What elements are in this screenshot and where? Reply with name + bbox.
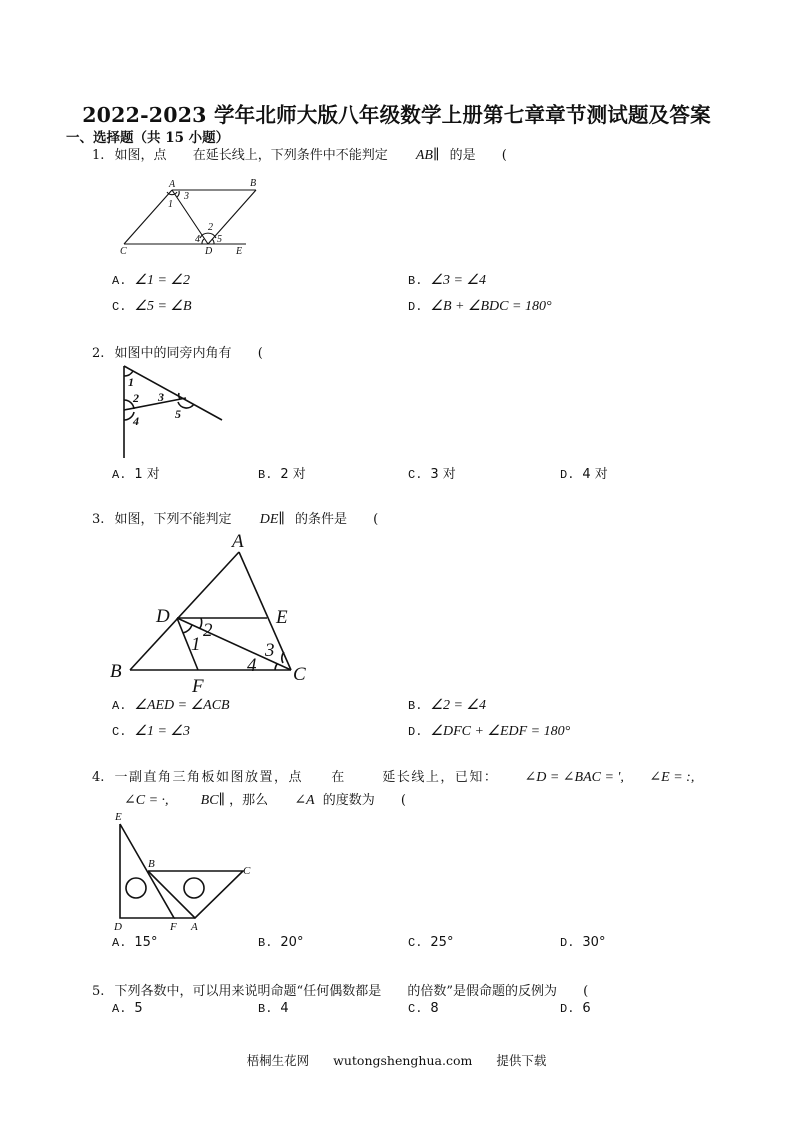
question-1-stem: 1. 如图，点 在延长线上，下列条件中不能判定 AB∥ 的是 ( [92,148,507,163]
point-label-F: F [192,676,204,697]
q1-option-d[interactable]: D. ∠B + ∠BDC = 180° [408,299,552,314]
q3-option-b[interactable]: B. ∠2 = ∠4 [408,698,486,713]
footer-site-name: 梧桐生花网 [246,1053,310,1068]
point-label-F: F [170,921,177,933]
q4-option-a[interactable]: A. 15° [112,935,158,950]
angle-label-5: 5 [217,234,222,245]
point-label-A: A [191,921,198,933]
point-label-D: D [205,246,213,257]
angle-label-3: 3 [184,191,189,202]
q4-option-d[interactable]: D. 30° [560,935,606,950]
q3-option-c[interactable]: C. ∠1 = ∠3 [112,724,190,739]
figure-q4-set-squares [100,805,270,935]
question-4-stem-line1: 4. 一副直角三角板如图放置，点 在 延长线上，已知： ∠D = ∠BAC = ', ∠E = :, [92,770,695,785]
angle-label-4: 4 [195,234,200,245]
q5-option-d[interactable]: D. 6 [560,1001,591,1016]
angle-label-2: 2 [203,620,213,641]
angle-label-2: 2 [208,222,213,233]
question-number: 1. [92,148,105,163]
q2-option-c[interactable]: C. 3 对 [408,467,456,482]
point-label-C: C [243,865,251,877]
footer-note: 提供下载 [496,1053,547,1068]
q2-option-a[interactable]: A. 1 对 [112,467,160,482]
q4-option-c[interactable]: C. 25° [408,935,454,950]
question-5-stem: 5. 下列各数中，可以用来说明命题“任何偶数都是 的倍数”是假命题的反例为 ( [92,984,589,999]
angle-label-2: 2 [133,391,139,405]
figure-q3-triangle [100,525,330,695]
q5-option-b[interactable]: B. 4 [258,1001,289,1016]
point-label-B: B [250,178,257,189]
point-label-E: E [236,246,243,257]
angle-label-5: 5 [175,407,181,421]
point-label-A: A [232,531,244,552]
point-label-B: B [110,661,122,682]
question-number: 4. [92,770,105,785]
question-4-stem-line2: ∠C = ·, BC∥ ，那么 ∠A 的度数为 ( [124,793,406,808]
q1-option-b[interactable]: B. ∠3 = ∠4 [408,273,486,288]
page-footer [0,1051,793,1069]
q3-option-d[interactable]: D. ∠DFC + ∠EDF = 180° [408,724,571,739]
q2-option-b[interactable]: B. 2 对 [258,467,306,482]
point-label-C: C [293,664,306,685]
document-title: 2022-2023 学年北师大版八年级数学上册第七章章节测试题及答案 [82,103,711,127]
q5-option-a[interactable]: A. 5 [112,1001,143,1016]
angle-label-1: 1 [128,375,134,389]
point-label-B: B [148,858,155,870]
q2-option-d[interactable]: D. 4 对 [560,467,608,482]
figure-q2-angles [100,362,230,462]
angle-label-1: 1 [168,199,173,210]
question-number: 2. [92,346,105,361]
q1-option-c[interactable]: C. ∠5 = ∠B [112,299,192,314]
angle-label-3: 3 [265,640,275,661]
q5-option-c[interactable]: C. 8 [408,1001,439,1016]
figure-q1-parallelogram [100,170,280,265]
q1-option-a[interactable]: A. ∠1 = ∠2 [112,273,190,288]
point-label-E: E [115,811,122,823]
angle-label-4: 4 [133,414,139,428]
question-number: 3. [92,512,105,527]
section-heading: 一、选择题（共 15 小题） [66,130,230,146]
angle-label-3: 3 [158,390,164,404]
angle-label-1: 1 [191,634,201,655]
angle-label-4: 4 [247,655,257,676]
question-number: 5. [92,984,105,999]
q4-option-b[interactable]: B. 20° [258,935,304,950]
point-label-A: A [169,179,176,190]
point-label-D: D [114,921,122,933]
point-label-E: E [276,607,288,628]
q3-option-a[interactable]: A. ∠AED = ∠ACB [112,698,230,713]
footer-url[interactable]: wutongshenghua.com [333,1053,473,1068]
point-label-C: C [120,246,127,257]
question-2-stem: 2. 如图中的同旁内角有 ( [92,346,263,361]
point-label-D: D [156,606,170,627]
question-3-stem: 3. 如图，下列不能判定 DE∥ 的条件是 ( [92,512,379,527]
